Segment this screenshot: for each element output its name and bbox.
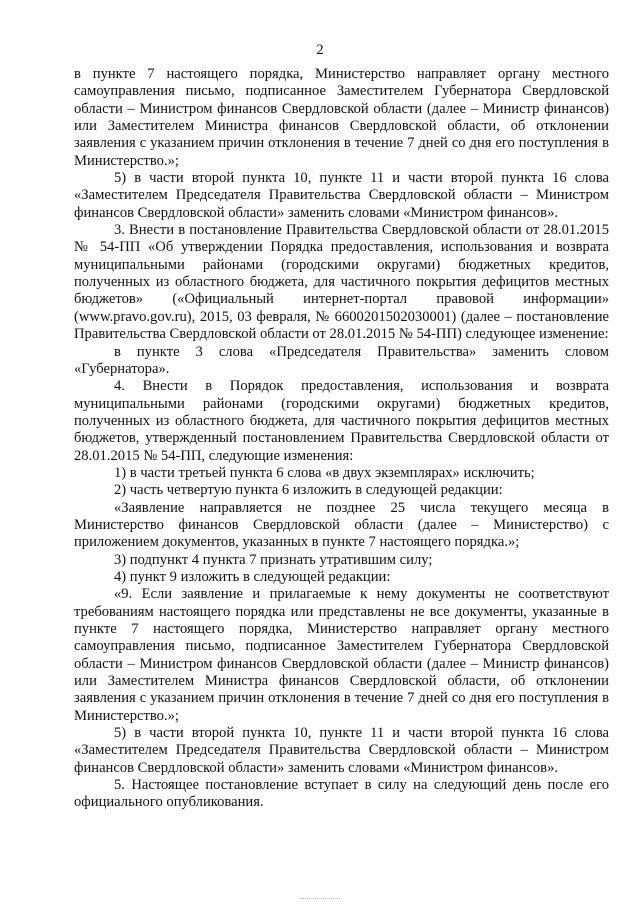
paragraph-section-4: 4. Внести в Порядок предоставления, использования и возврата муниципальными районами (городскими округами) бюджетных кредитов, полученных из областного бюджета, для частичного покрытия дефицитов местных бюджетов, утвержденный постановлением Правительства Свердловской области от 28.01.2015 № 54-ПП, следующие изменения: bbox=[74, 378, 609, 464]
scan-artifact bbox=[300, 898, 340, 901]
paragraph-section-5: 5. Настоящее постановление вступает в силу на следующий день после его официального опубликования. bbox=[74, 777, 609, 811]
paragraph-item-5-second: 5) в части второй пункта 10, пункте 11 и части второй пункта 16 слова «Заместителем Председателя Правительства Свердловской области – Министром финансов Свердловской области» заменить словами «Министром финансов». bbox=[74, 725, 609, 776]
paragraph-section-3: 3. Внести в постановление Правительства Свердловской области от 28.01.2015 № 54-ПП «Об утверждении Порядка предоставления, использования и возврата муниципальными районами (городскими округами) бюджетных кредитов, полученных из областного бюджета, для частичного покрытия дефицитов местных бюджетов» («Официальный интернет-портал правовой информации» (www.pravo.gov.ru), 2015, 03 февраля, № 6600201502030001) (далее – постановление Правительства Свердловской области от 28.01.2015 № 54-ПП) следующее изменение: bbox=[74, 222, 609, 343]
paragraph-item-2: 2) часть четвертую пункта 6 изложить в следующей редакции: bbox=[114, 482, 503, 499]
paragraph-point-3-change: в пункте 3 слова «Председателя Правительства» заменить словом «Губернатора». bbox=[74, 343, 609, 377]
paragraph-item-1: 1) в части третьей пункта 6 слова «в двух экземплярах» исключить; bbox=[114, 464, 535, 481]
paragraph-item-3: 3) подпункт 4 пункта 7 признать утратившим силу; bbox=[114, 551, 433, 568]
paragraph-item-4: 4) пункт 9 изложить в следующей редакции: bbox=[114, 568, 391, 585]
document-body bbox=[74, 66, 609, 812]
paragraph-item-5-first: 5) в части второй пункта 10, пункте 11 и части второй пункта 16 слова «Заместителем Председателя Правительства Свердловской области – Министром финансов Свердловской области» заменить словами «Министром финансов». bbox=[74, 170, 609, 221]
paragraph-quoted-point-9: «9. Если заявление и прилагаемые к нему документы не соответствуют требованиям настоящего порядка или представлены не все документы, указанные в пункте 7 настоящего порядка, Министерство направляет органу местного самоуправления письмо, подписанное Заместителем Губернатора Свердловской области – Министром финансов Свердловской области (далее – Министр финансов) или Заместителем Министра финансов Свердловской области, об отклонении заявления с указанием причин отклонения в течение 7 дней со дня его поступления в Министерство.»; bbox=[74, 586, 609, 724]
page-number: 2 bbox=[316, 42, 324, 58]
paragraph-continuation: в пункте 7 настоящего порядка, Министерство направляет органу местного самоуправления письмо, подписанное Заместителем Губернатора Свердловской области – Министром финансов Свердловской области (далее – Министр финансов) или Заместителем Министра финансов Свердловской области, об отклонении заявления с указанием причин отклонения в течение 7 дней со дня его поступления в Министерство.»; bbox=[74, 66, 609, 169]
paragraph-quoted-application: «Заявление направляется не позднее 25 числа текущего месяца в Министерство финансов Свердловской области (далее – Министерство) с приложением документов, указанных в пункте 7 настоящего порядка.»; bbox=[74, 499, 609, 551]
